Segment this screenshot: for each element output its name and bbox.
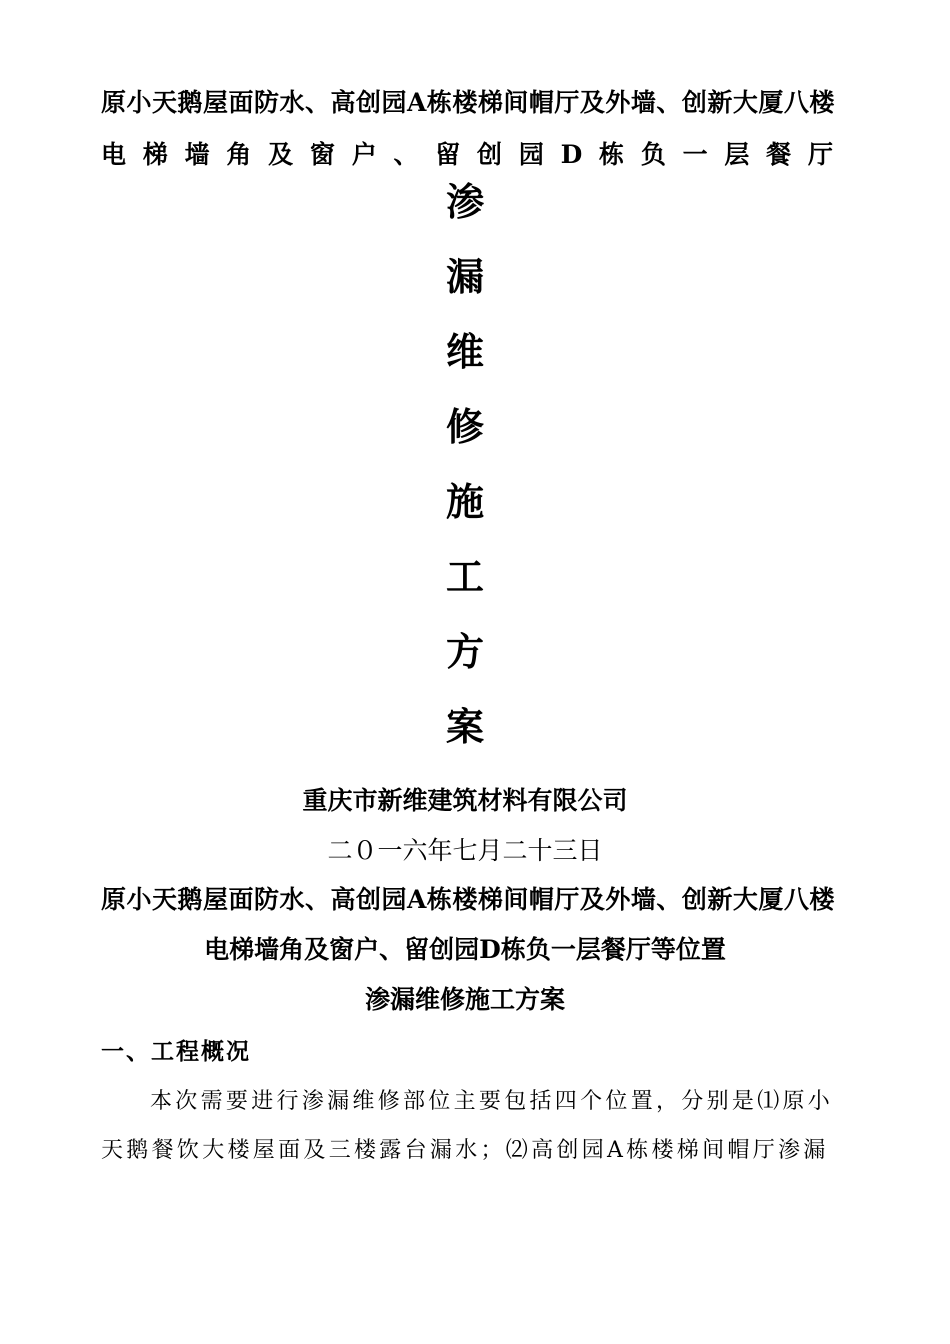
vertical-title-char: 方 xyxy=(445,629,484,674)
cover-title-char: 创 xyxy=(477,140,503,169)
vertical-title-char: 修 xyxy=(445,404,484,449)
cover-title-line-1: 原小天鹅屋面防水、高创园A栋楼梯间帽厅及外墙、创新大厦八楼 xyxy=(101,88,835,117)
vertical-title-char: 施 xyxy=(445,479,484,524)
cover-title-char: 墙 xyxy=(184,140,210,169)
document-title-line-3: 渗漏维修施工方案 xyxy=(364,985,565,1014)
cover-title-char: 及 xyxy=(268,140,294,169)
cover-title-char: 厅 xyxy=(807,140,833,169)
cover-title-char: 角 xyxy=(226,140,252,169)
cover-title-char: 餐 xyxy=(766,140,792,169)
cover-title-line-2 xyxy=(101,142,833,167)
cover-title-char: D xyxy=(560,140,583,169)
cover-title-char: 、 xyxy=(393,140,419,169)
document-title-line-2: 电梯墙角及窗户、留创园D栋负一层餐厅等位置 xyxy=(204,935,726,964)
cover-title-char: 负 xyxy=(640,140,666,169)
paragraph-line: 本次需要进行渗漏维修部位主要包括四个位置，分别是⑴原小 xyxy=(150,1089,834,1114)
document-title-line-1: 原小天鹅屋面防水、高创园A栋楼梯间帽厅及外墙、创新大厦八楼 xyxy=(101,885,835,914)
cover-title-char: 梯 xyxy=(142,140,168,169)
cover-title-char: 栋 xyxy=(599,140,625,169)
vertical-title-char: 渗 xyxy=(445,179,484,224)
vertical-title-char: 维 xyxy=(445,329,484,374)
document-date: 二０一六年七月二十三日 xyxy=(327,836,603,865)
cover-title-char: 留 xyxy=(435,140,461,169)
section-heading: 一、工程概况 xyxy=(101,1038,251,1065)
cover-title-char: 窗 xyxy=(309,140,335,169)
cover-title-char: 园 xyxy=(518,140,544,169)
cover-title-char: 户 xyxy=(351,140,377,169)
paragraph-line: 天鹅餐饮大楼屋面及三楼露台漏水；⑵高创园A栋楼梯间帽厅渗漏 xyxy=(101,1138,829,1163)
vertical-title-char: 漏 xyxy=(445,254,484,299)
company-name: 重庆市新维建筑材料有限公司 xyxy=(302,786,628,815)
vertical-title-char: 案 xyxy=(445,704,484,749)
cover-title-char: 层 xyxy=(724,140,750,169)
cover-title-char: 电 xyxy=(101,140,127,169)
vertical-title-char: 工 xyxy=(445,554,484,599)
cover-title-char: 一 xyxy=(682,140,708,169)
